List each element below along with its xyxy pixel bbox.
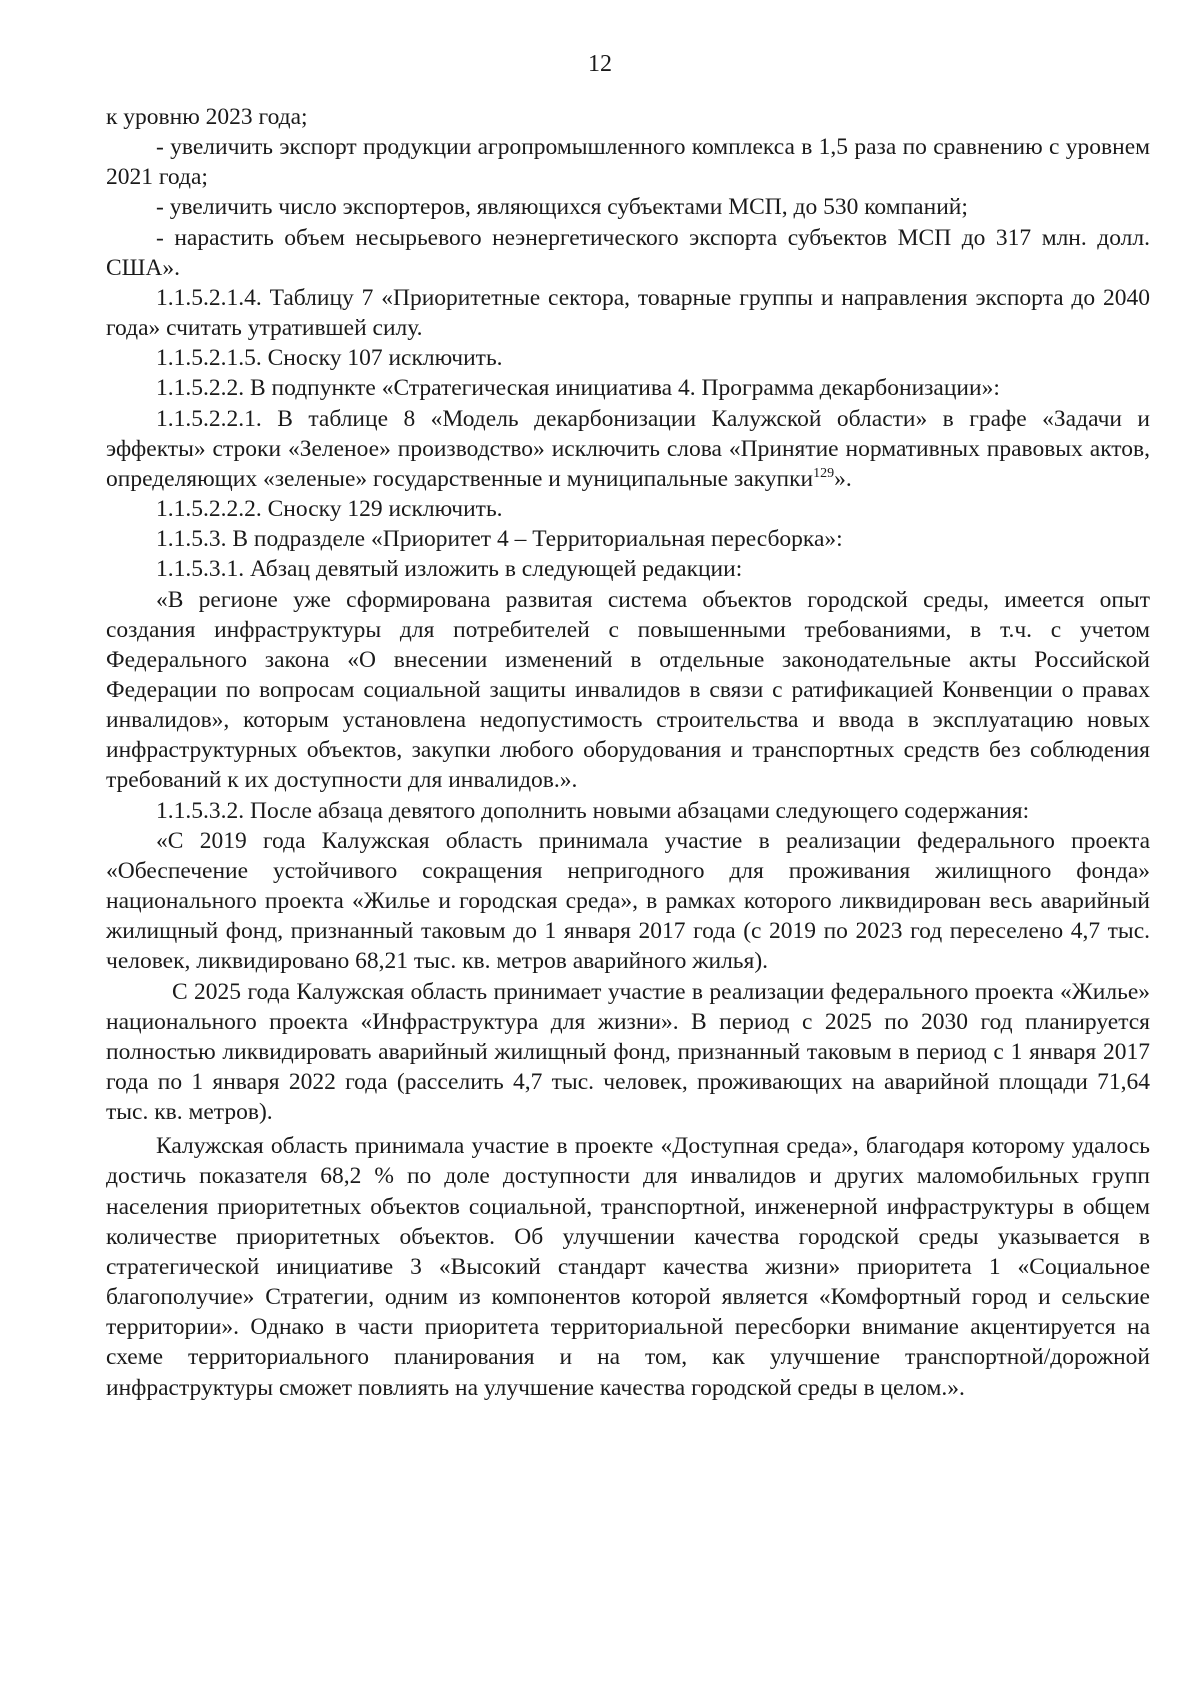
paragraph: 1.1.5.2.2. В подпункте «Стратегическая инициатива 4. Программа декарбонизации»: — [156, 375, 1000, 402]
document-body — [106, 102, 1150, 1403]
paragraph: 1.1.5.3. В подразделе «Приоритет 4 – Территориальная пересборка»: — [156, 526, 843, 553]
paragraph: 1.1.5.2.2.2. Сноску 129 исключить. — [156, 496, 503, 523]
quoted-paragraph: С 2025 года Калужская область принимает участие в реализации федерального проекта «Жилье» национального проекта «Инфраструктура для жизни». В период с 2025 по 2030 год планируется полностью ликвидировать аварийный жилищный фонд, признанный таковым в период с 1 января 2017 года по 1 января 2022 года (расселить 4,7 тыс. человек, проживающих на аварийной площади 71,64 тыс. кв. метров). — [106, 978, 1150, 1126]
quoted-paragraph: «В регионе уже сформирована развитая система объектов городской среды, имеется опыт создания инфраструктуры для потребителей с повышенными требованиями, в т.ч. с учетом Федерального закона «О внесении изменений в отдельные законодательные акты Российской Федерации по вопросам социальной защиты инвалидов в связи с ратификацией Конвенции о правах инвалидов», которым установлена недопустимость строительства и ввода в эксплуатацию новых инфраструктурных объектов, закупки любого оборудования и транспортных средств без соблюдения требований к их доступности для инвалидов.». — [106, 586, 1150, 794]
paragraph: 1.1.5.3.1. Абзац девятый изложить в следующей редакции: — [156, 556, 743, 583]
paragraph: - увеличить число экспортеров, являющихся субъектами МСП, до 530 компаний; — [156, 194, 968, 221]
paragraph: к уровню 2023 года; — [106, 104, 308, 130]
footnote-reference: 129 — [813, 465, 835, 481]
paragraph: - увеличить экспорт продукции агропромышленного комплекса в 1,5 раза по сравнению с уровнем 2021 года; — [106, 134, 1150, 191]
paragraph: 1.1.5.2.1.4. Таблицу 7 «Приоритетные сектора, товарные группы и направления экспорта до 2040 года» считать утратившей силу. — [106, 284, 1150, 342]
quoted-paragraph: Калужская область принимала участие в проекте «Доступная среда», благодаря которому удалось достичь показателя 68,2 % по доле доступности для инвалидов и других маломобильных групп населения приоритетных объектов социальной, транспортной, инженерной инфраструктуры в общем количестве приоритетных объектов. Об улучшении качества городской среды указывается в стратегической инициативе 3 «Высокий стандарт качества жизни» приоритета 1 «Социальное благополучие» Стратегии, одним из компонентов которой является «Комфортный город и сельские территории». Однако в части приоритета территориальной пересборки внимание акцентируется на схеме территориального планирования и на том, как улучшение транспортной/дорожной инфраструктуры сможет повлиять на улучшение качества городской среды в целом.». — [106, 1133, 1150, 1401]
quoted-paragraph: «С 2019 года Калужская область принимала участие в реализации федерального проекта «Обеспечение устойчивого сокращения непригодного для проживания жилищного фонда» национального проекта «Жилье и городская среда», в рамках которого ликвидирован весь аварийный жилищный фонд, признанный таковым до 1 января 2017 года (с 2019 по 2023 год переселено 4,7 тыс. человек, ликвидировано 68,21 тыс. кв. метров аварийного жилья). — [106, 827, 1150, 975]
paragraph-tail: ». — [834, 465, 852, 492]
paragraph: 1.1.5.3.2. После абзаца девятого дополнить новыми абзацами следующего содержания: — [156, 797, 1030, 824]
paragraph-text: 1.1.5.2.2.1. В таблице 8 «Модель декарбонизации Калужской области» в графе «Задачи и эффекты» строки «Зеленое» производство» исключить слова «Принятие нормативных правовых актов, определяющих «зеленые» государственные и муниципальные закупки — [106, 405, 1150, 492]
paragraph-with-footnote — [106, 404, 1150, 494]
paragraph: - нарастить объем несырьевого неэнергетического экспорта субъектов МСП до 317 млн. долл. США». — [106, 224, 1150, 281]
page-number: 12 — [588, 51, 612, 77]
paragraph: 1.1.5.2.1.5. Сноску 107 исключить. — [156, 345, 503, 372]
